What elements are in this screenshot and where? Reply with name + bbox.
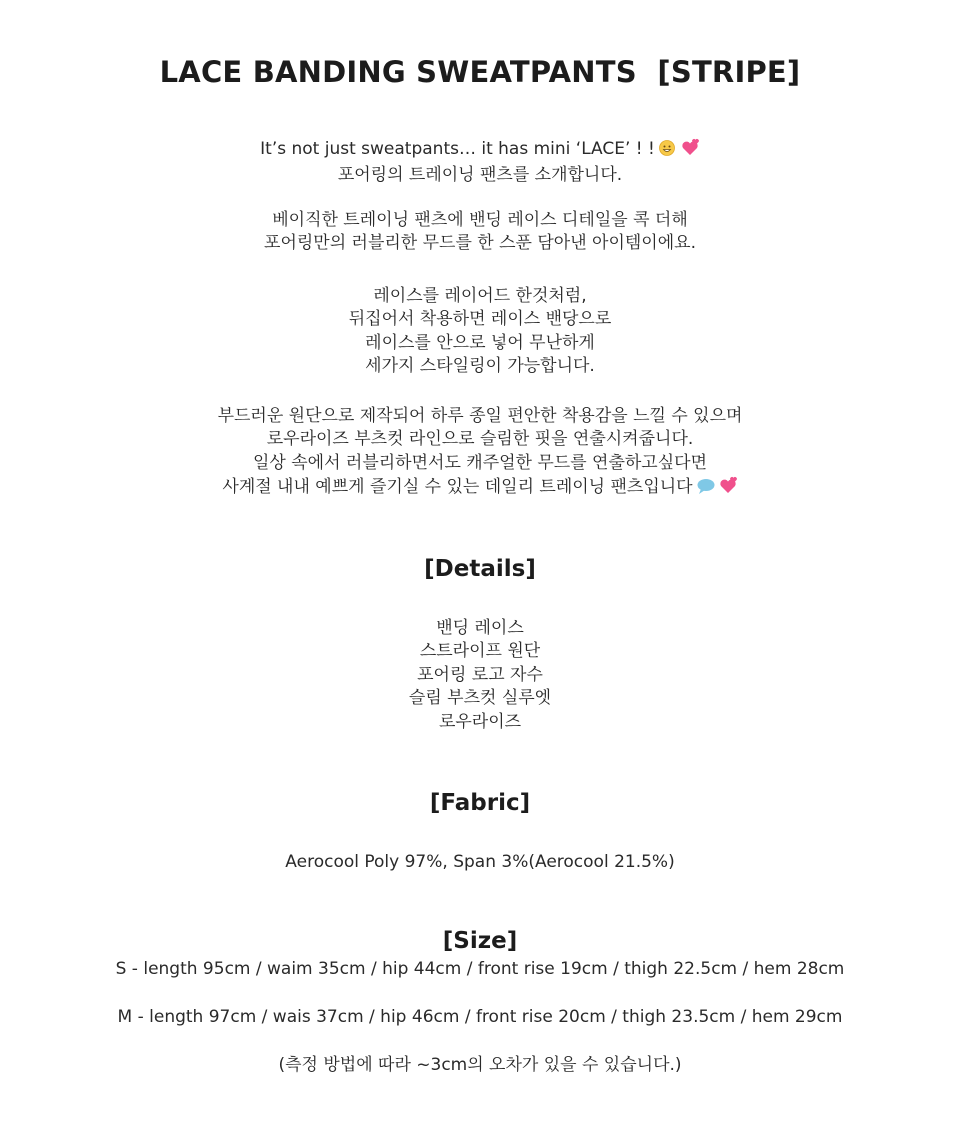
details-item: 포어링 로고 자수 — [417, 664, 543, 685]
fabric-heading: [Fabric] — [429, 790, 531, 816]
two-hearts-emoji-icon — [716, 475, 738, 502]
size-s-line: S - length 95cm / waim 35cm / hip 44cm / front rise 19cm / thigh 22.5cm / hem 28cm — [115, 959, 845, 979]
intro-line: 포어링만의 러블리한 무드를 한 스푼 담아낸 아이템이에요. — [264, 233, 696, 254]
details-item: 슬림 부츠컷 실루엣 — [408, 688, 552, 709]
fabric-composition: Aerocool Poly 97%, Span 3%(Aerocool 21.5%) — [285, 852, 675, 872]
intro-line — [0, 137, 960, 164]
details-item: 스트라이프 원단 — [419, 641, 541, 662]
grinning-face-emoji-icon — [658, 139, 678, 164]
size-note: (측정 방법에 따라 ~3cm의 오차가 있을 수 있습니다.) — [278, 1055, 682, 1075]
intro-line: 뒤집어서 착용하면 레이스 밴당으로 — [348, 309, 612, 330]
intro-paragraph-2 — [0, 209, 960, 256]
intro-paragraph-4 — [0, 405, 960, 503]
intro-line: 부드러운 원단으로 제작되어 하루 종일 편안한 착용감을 느낄 수 있으며 — [217, 406, 743, 426]
intro-line: 포어링의 트레이닝 팬츠를 소개합니다. — [337, 165, 623, 186]
two-hearts-emoji-icon — [678, 137, 700, 164]
details-heading: [Details] — [424, 556, 536, 582]
product-title: LACE BANDING SWEATPANTS [STRIPE] — [159, 55, 801, 89]
details-item: 로우라이즈 — [438, 711, 522, 732]
intro-line-text: It’s not just sweatpants… it has mini ‘LACE’ ! ! — [260, 139, 655, 159]
fabric-text — [0, 851, 960, 874]
intro-paragraph-3 — [0, 285, 960, 379]
intro-line: 세가지 스타일링이 가능합니다. — [365, 356, 595, 377]
size-heading: [Size] — [442, 928, 518, 954]
details-list — [0, 617, 960, 734]
intro-paragraph-1 — [0, 137, 960, 188]
details-item: 밴딩 레이스 — [436, 618, 524, 638]
intro-line: 일상 속에서 러블리하면서도 캐주얼한 무드를 연출하고싶다면 — [253, 452, 707, 473]
intro-line — [0, 475, 960, 502]
intro-line: 로우라이즈 부츠컷 라인으로 슬림한 핏을 연출시켜줍니다. — [266, 429, 694, 450]
intro-line: 베이직한 트레이닝 팬츠에 밴딩 레이스 디테일을 콕 더해 — [272, 210, 688, 230]
size-m-line: M - length 97cm / wais 37cm / hip 46cm / front rise 20cm / thigh 23.5cm / hem 29cm — [117, 1007, 843, 1027]
speech-balloon-emoji-icon — [696, 477, 716, 502]
intro-line: 레이스를 레이어드 한것처럼, — [373, 286, 587, 306]
intro-line-text: 사계절 내내 예쁘게 즐기실 수 있는 데일리 트레이닝 팬츠입니다 — [222, 477, 693, 498]
intro-line: 레이스를 안으로 넣어 무난하게 — [365, 332, 595, 353]
